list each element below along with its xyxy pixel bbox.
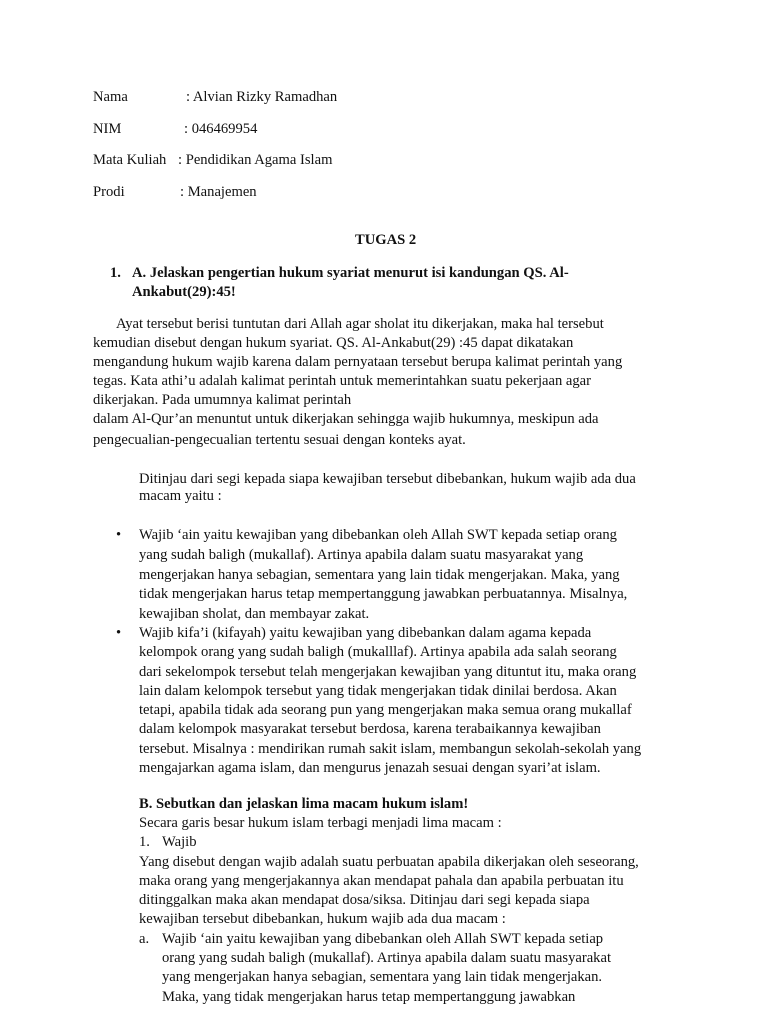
paragraph1-line: mengandung hukum wajib karena dalam pernyataan tersebut berupa kalimat perintah yang	[93, 354, 623, 370]
paragraph1-line: dalam Al-Qur’an menuntut untuk dikerjakan sehingga wajib hukumnya, meskipun ada	[93, 411, 599, 427]
wajib-para-line: kewajiban tersebut dibebankan, hukum wajib ada dua macam :	[139, 911, 506, 927]
nim-value: : 046469954	[184, 121, 258, 137]
paragraph1-line: Ayat tersebut berisi tuntutan dari Allah agar sholat itu dikerjakan, maka hal tersebut	[116, 316, 604, 332]
bullet2-line: lain dalam kelompok tersebut yang tidak mengerjakan tidak dinilai berdosa. Akan	[139, 683, 617, 699]
bullet2-line: dalam kelompok masyarakat tersebut berdosa, karena terabaikannya kewajiban	[139, 721, 601, 737]
item1-label: Wajib	[162, 834, 197, 850]
bullet2-line: kelompok orang yang sudah baligh (mukalllaf). Artinya apabila ada salah seorang	[139, 644, 617, 660]
paragraph1-line: pengecualian-pengecualian tertentu sesuai dengan konteks ayat.	[93, 432, 466, 448]
paragraph1-line: dikerjakan. Pada umumnya kalimat perintah	[93, 392, 352, 408]
sub-a-line: Maka, yang tidak mengerjakan harus tetap mempertanggung jawabkan	[162, 989, 576, 1005]
bullet1-line: kewajiban sholat, dan membayar zakat.	[139, 606, 370, 622]
bullet1-line: tidak mengerjakan harus tetap mempertanggung jawabkan perbuatannya. Misalnya,	[139, 586, 628, 602]
question-b-intro: Secara garis besar hukum islam terbagi menjadi lima macam :	[139, 815, 502, 831]
question-number: 1.	[110, 265, 121, 281]
item1-number: 1.	[139, 834, 150, 850]
page-title: TUGAS 2	[355, 232, 417, 248]
prodi-label: Prodi	[93, 184, 125, 200]
paragraph2-line: macam yaitu :	[139, 488, 222, 504]
mata-kuliah-value: : Pendidikan Agama Islam	[178, 152, 333, 168]
nama-value: : Alvian Rizky Ramadhan	[186, 89, 338, 105]
question-b-heading: B. Sebutkan dan jelaskan lima macam hukum islam!	[139, 796, 469, 812]
bullet-icon: •	[116, 527, 122, 543]
bullet2-line: mengajarkan agama islam, dan mengurus jenazah sesuai dengan syari’at islam.	[139, 760, 601, 776]
nama-label: Nama	[93, 89, 128, 105]
wajib-para-line: maka orang yang mengerjakannya akan mendapat pahala dan apabila perbuatan itu	[139, 873, 624, 889]
question-a-line2: Ankabut(29):45!	[132, 284, 236, 300]
bullet1-line: Wajib ‘ain yaitu kewajiban yang dibebankan oleh Allah SWT kepada setiap orang	[139, 527, 617, 543]
bullet2-line: Wajib kifa’i (kifayah) yaitu kewajiban yang dibebankan dalam agama kepada	[139, 625, 592, 641]
paragraph1-line: kemudian disebut dengan hukum syariat. QS. Al-Ankabut(29) :45 dapat dikatakan	[93, 335, 574, 351]
paragraph2-line: Ditinjau dari segi kepada siapa kewajiban tersebut dibebankan, hukum wajib ada dua	[139, 471, 636, 487]
bullet2-line: dari sekelompok tersebut telah mengerjakan kewajiban yang dituntut itu, maka orang	[139, 664, 637, 680]
wajib-para-line: ditinggalkan maka akan mendapat dosa/siksa. Ditinjau dari segi kepada siapa	[139, 892, 590, 908]
bullet1-line: mengerjakan hanya sebagian, sementara yang lain tidak mengerjakan. Maka, yang	[139, 567, 620, 583]
bullet-icon: •	[116, 625, 122, 641]
prodi-value: : Manajemen	[180, 184, 257, 200]
wajib-para-line: Yang disebut dengan wajib adalah suatu perbuatan apabila dikerjakan oleh seseorang,	[139, 854, 639, 870]
mata-kuliah-label: Mata Kuliah	[93, 152, 167, 168]
nim-label: NIM	[93, 121, 122, 137]
bullet2-line: tersebut. Misalnya : mendirikan rumah sakit islam, membangun sekolah-sekolah yang	[139, 741, 642, 757]
sub-a-marker: a.	[139, 931, 150, 947]
question-a-line1: A. Jelaskan pengertian hukum syariat menurut isi kandungan QS. Al-	[132, 265, 569, 281]
bullet1-line: yang sudah baligh (mukallaf). Artinya apabila dalam suatu masyarakat yang	[139, 547, 584, 563]
sub-a-line: yang mengerjakan hanya sebagian, sementara yang lain tidak mengerjakan.	[162, 969, 603, 985]
sub-a-line: Wajib ‘ain yaitu kewajiban yang dibebankan oleh Allah SWT kepada setiap	[162, 931, 604, 947]
sub-a-line: orang yang sudah baligh (mukallaf). Artinya apabila dalam suatu masyarakat	[162, 950, 612, 966]
bullet2-line: tetapi, apabila tidak ada seorang pun yang mengerjakan maka semua orang mukallaf	[139, 702, 632, 718]
paragraph1-line: tegas. Kata athi’u adalah kalimat perintah untuk memerintahkan suatu pekerjaan agar	[93, 373, 592, 389]
